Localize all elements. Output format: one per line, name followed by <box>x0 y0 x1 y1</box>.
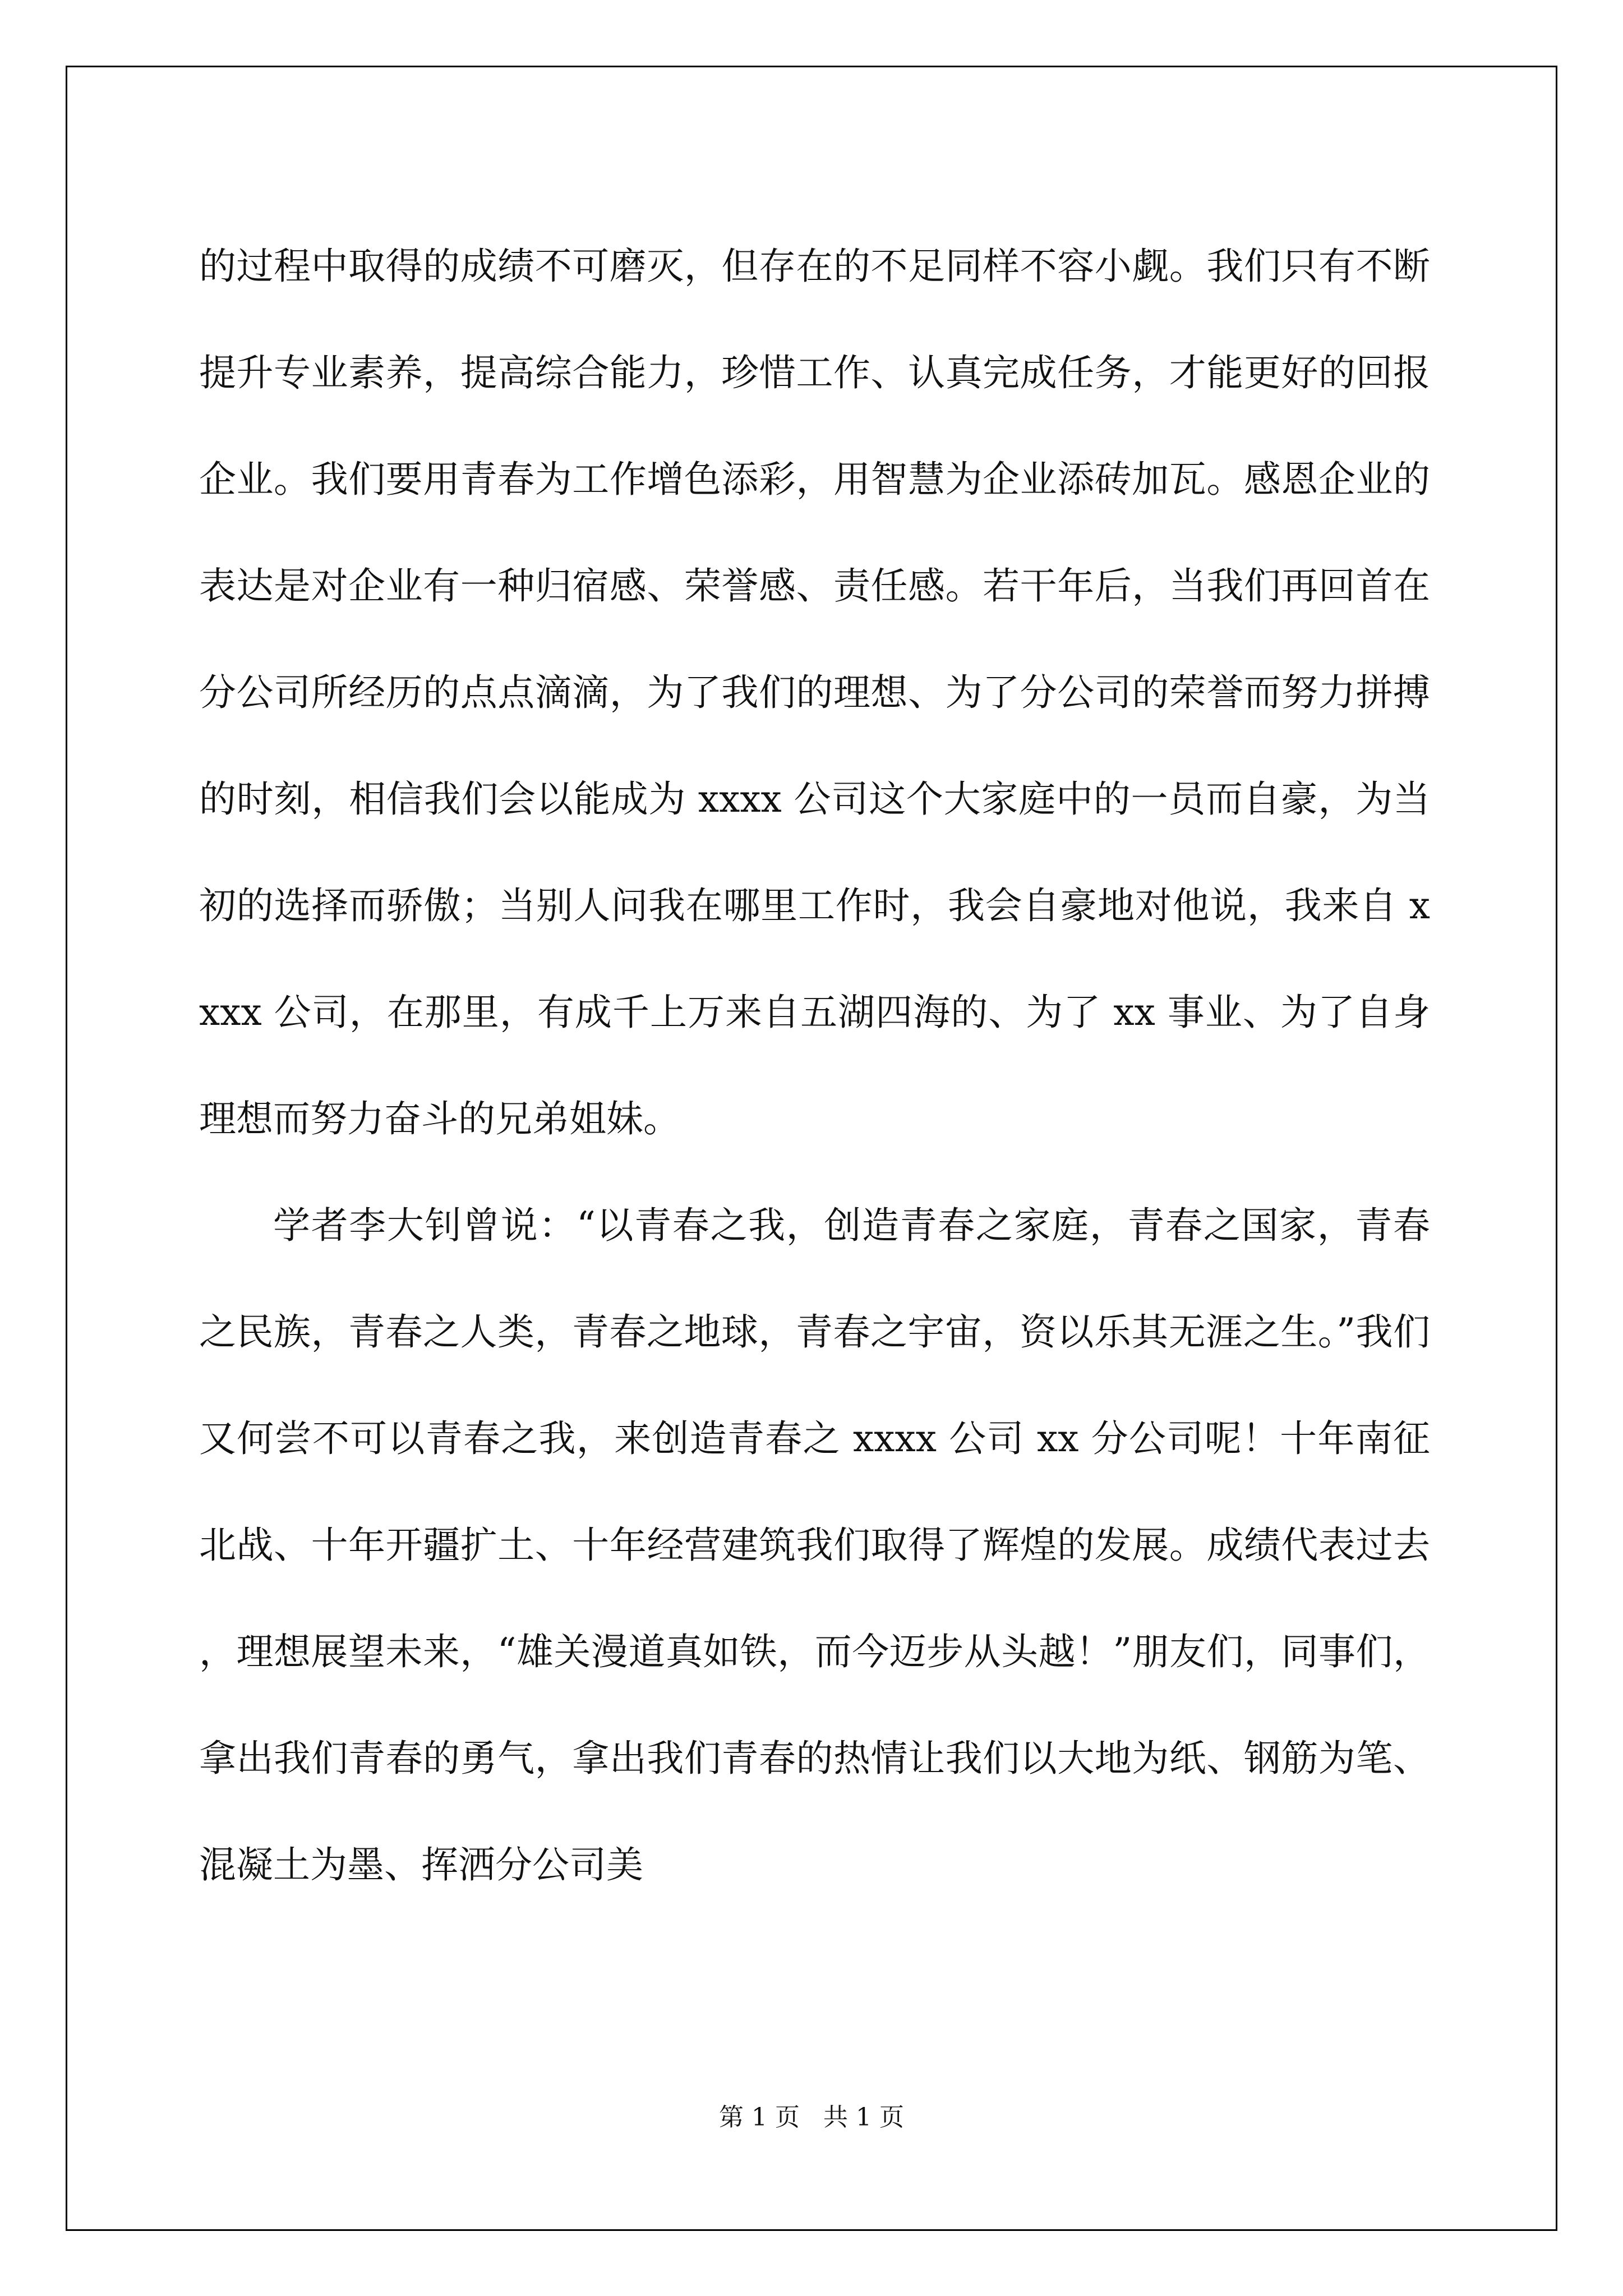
document-body <box>199 213 1430 1918</box>
paragraph-1: 的过程中取得的成绩不可磨灭，但存在的不足同样不容小觑。我们只有不断提升专业素养，提高综合能力，珍惜工作、认真完成任务，才能更好的回报企业。我们要用青春为工作增色添彩，用智慧为企业添砖加瓦。感恩企业的表达是对企业有一种归宿感、荣誉感、责任感。若干年后，当我们再回首在分公司所经历的点点滴滴，为了我们的理想、为了分公司的荣誉而努力拼搏的时刻，相信我们会以能成为 xxxx 公司这个大家庭中的一员而自豪，为当初的选择而骄傲；当别人问我在哪里工作时，我会自豪地对他说，我来自 xxxx 公司，在那里，有成千上万来自五湖四海的、为了 xx 事业、为了自身理想而努力奋斗的兄弟姐妹。 <box>199 245 1430 1140</box>
page-number-footer: 第 1 页 共 1 页 <box>719 2103 904 2132</box>
paragraph-2: 学者李大钊曾说：“以青春之我，创造青春之家庭，青春之国家，青春之民族，青春之人类，青春之地球，青春之宇宙，资以乐其无涯之生。”我们又何尝不可以青春之我，来创造青春之 xxxx 公司 xx 分公司呢！十年南征北战、十年开疆扩土、十年经营建筑我们取得了辉煌的发展。成绩代表过去，理想展望未来，“雄关漫道真如铁，而今迈步从头越！”朋友们，同事们，拿出我们青春的勇气，拿出我们青春的热情让我们以大地为纸、钢筋为笔、混凝土为墨、挥洒分公司美 <box>199 1204 1430 1887</box>
